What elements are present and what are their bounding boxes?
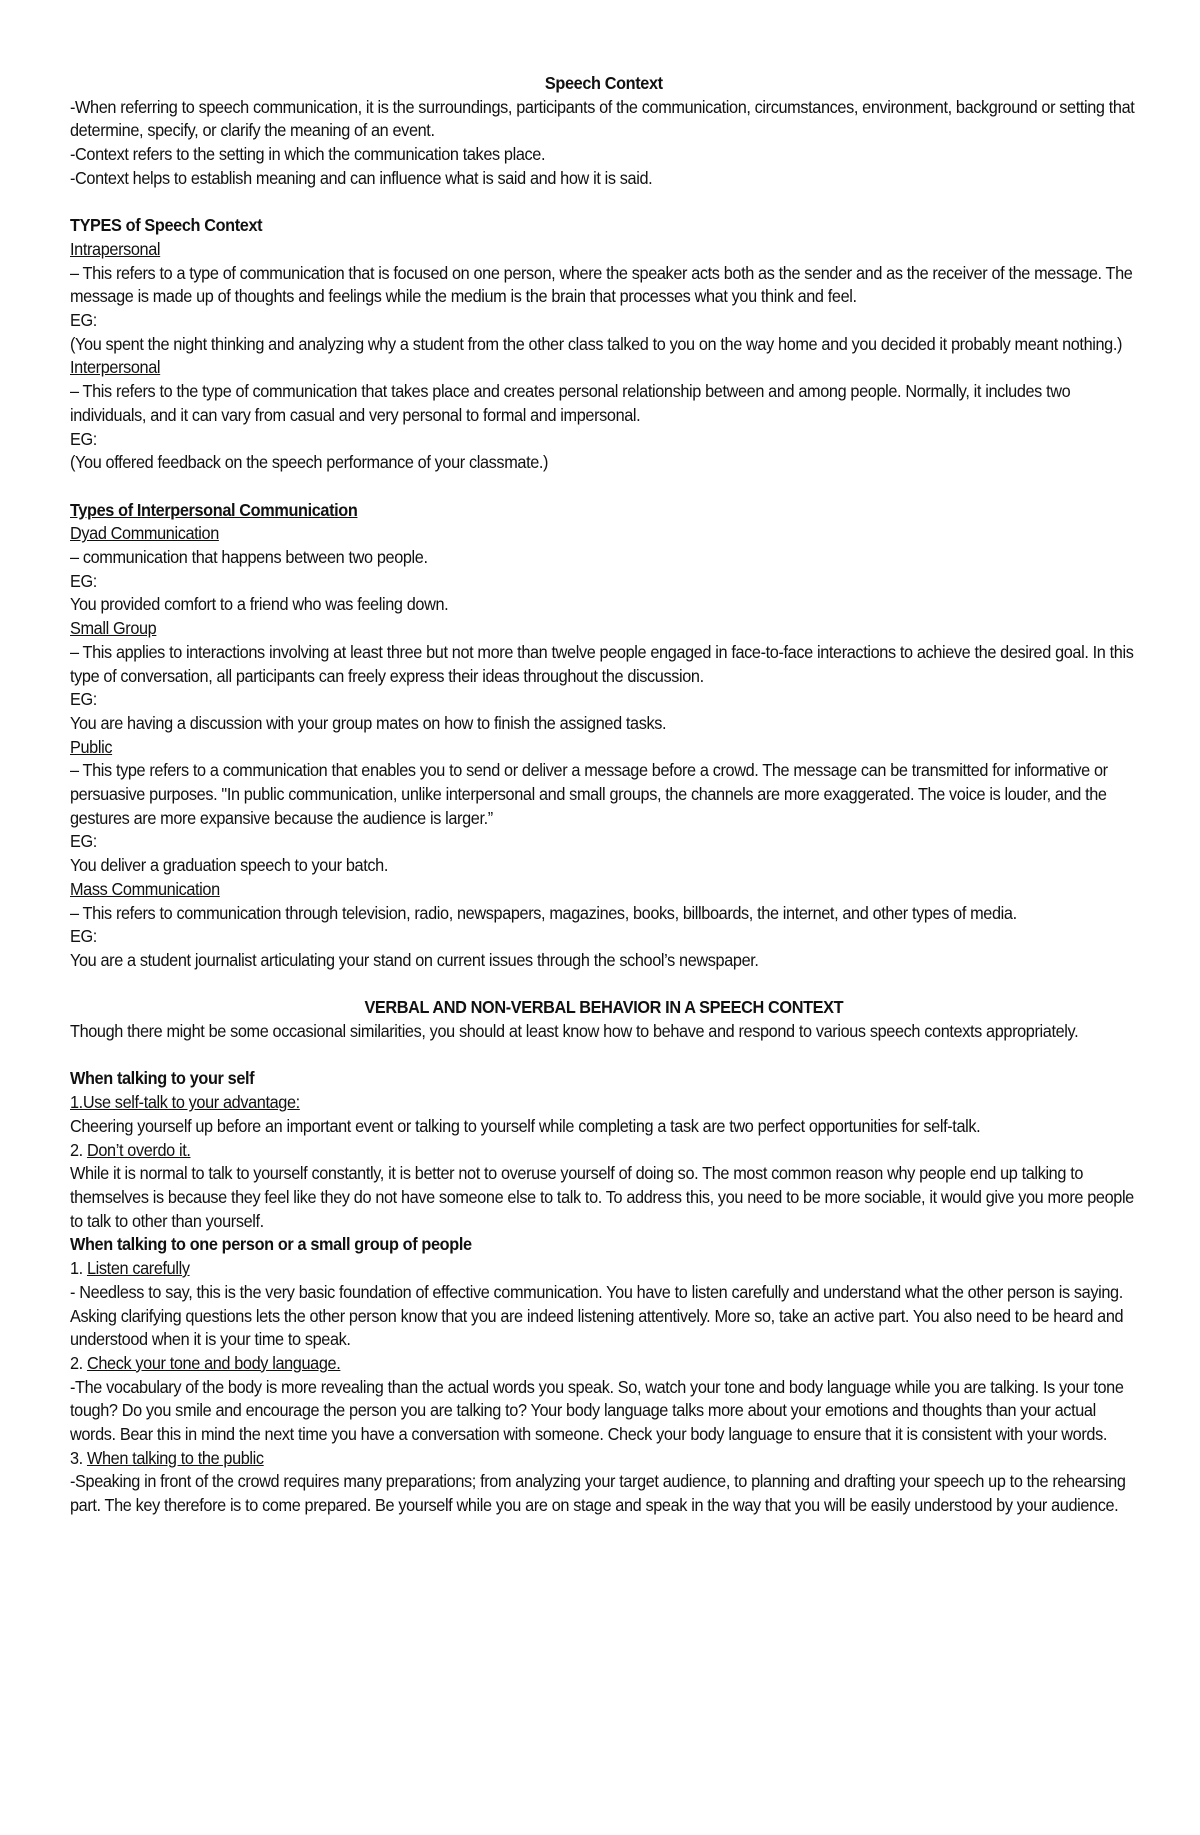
mass-label: Mass Communication [70, 878, 220, 899]
interpersonal-label: Interpersonal [70, 357, 161, 378]
dyad-definition: – communication that happens between two people. [70, 547, 428, 568]
mass-eg: EG: [70, 926, 97, 947]
public-definition: – This type refers to a communication that enables you to send or deliver a message before a crowd. The message can be transmitted for informative or persuasive purposes. "In public communication, unlike interpersonal and small groups, the channels are more exaggerated. The voice is louder, and the gestures are more expansive because the audience is larger.” [70, 760, 1108, 828]
group-tip-2-text: -The vocabulary of the body is more revealing than the actual words you speak. So, watch your tone and body language while you are talking. Is your tone tough? Do you smile and encourage the person you are talking to? Your body language talks more about your emotions and thoughts than your actual words. Bear this in mind the next time you have a conversation with someone. Check your body language to ensure that it is consistent with your words. [70, 1376, 1124, 1445]
intrapersonal-label: Intrapersonal [70, 238, 161, 259]
verbal-heading: VERBAL AND NON-VERBAL BEHAVIOR IN A SPEECH CONTEXT [364, 997, 844, 1018]
group-heading: When talking to one person or a small group of people [70, 1234, 472, 1255]
intrapersonal-example: (You spent the night thinking and analyzing why a student from the other class talked to you on the way home and you decided it probably meant nothing.) [70, 333, 1123, 354]
interpersonal-definition: – This refers to the type of communication that takes place and creates personal relationship between and among people. Normally, it includes two individuals, and it can vary from casual and very personal to formal and impersonal. [70, 381, 1071, 425]
self-heading: When talking to your self [70, 1068, 255, 1089]
mass-example: You are a student journalist articulating your stand on current issues through the school’s newspaper. [70, 949, 759, 970]
intrapersonal-definition: – This refers to a type of communication that is focused on one person, where the speaker acts both as the sender and as the receiver of the message. The message is made up of thoughts and feelings while the medium is the brain that processes what you think and feel. [70, 262, 1133, 307]
interpersonal-types-heading: Types of Interpersonal Communication [70, 499, 358, 520]
self-tip-1-title: 1.Use self-talk to your advantage: [70, 1092, 300, 1113]
group-tip-3-number: 3. [70, 1447, 87, 1468]
group-tip-3-text: -Speaking in front of the crowd requires many preparations; from analyzing your target audience, to planning and drafting your speech up to the rehearsing part. The key therefore is to come prepared. Be yourself while you are on stage and speak in the way that you will be easily understood by your audience. [70, 1471, 1126, 1516]
spacer [70, 1044, 1138, 1068]
verbal-intro: Though there might be some occasional similarities, you should at least know how to behave and respond to various speech contexts appropriately. [70, 1021, 1079, 1042]
document-page [70, 72, 1138, 1518]
self-tip-2-title: Don’t overdo it. [86, 1139, 191, 1160]
group-tip-2-number: 2. [70, 1352, 87, 1373]
intro-paragraph: -Context helps to establish meaning and can influence what is said and how it is said. [70, 167, 653, 188]
intro-paragraph: -Context refers to the setting in which the communication takes place. [70, 144, 546, 165]
public-eg: EG: [70, 831, 97, 852]
self-tip-1-text: Cheering yourself up before an important event or talking to yourself while completing a task are two perfect opportunities for self-talk. [70, 1115, 981, 1136]
spacer [70, 973, 1138, 997]
interpersonal-example: (You offered feedback on the speech performance of your classmate.) [70, 452, 549, 473]
small-group-example: You are having a discussion with your group mates on how to finish the assigned tasks. [70, 712, 667, 733]
dyad-eg: EG: [70, 570, 97, 591]
group-tip-3-title: When talking to the public [86, 1447, 264, 1468]
self-tip-2-number: 2. [70, 1139, 87, 1160]
small-group-eg: EG: [70, 689, 97, 710]
dyad-label: Dyad Communication [70, 523, 219, 544]
group-tip-1-title: Listen carefully [86, 1258, 190, 1279]
interpersonal-eg: EG: [70, 428, 97, 449]
spacer [70, 475, 1138, 499]
group-tip-1-number: 1. [70, 1258, 87, 1279]
mass-definition: – This refers to communication through television, radio, newspapers, magazines, books, billboards, the internet, and other types of media. [70, 902, 1017, 923]
intrapersonal-eg: EG: [70, 310, 97, 331]
page-title: Speech Context [544, 73, 663, 93]
types-heading: TYPES of Speech Context [70, 215, 263, 236]
group-tip-1-text: - Needless to say, this is the very basic foundation of effective communication. You have to listen carefully and understand what the other person is saying. Asking clarifying questions lets the other person know that you are indeed listening attentively. More so, take an active part. You also need to be heard and understood when it is your time to speak. [70, 1281, 1124, 1350]
group-tip-2-title: Check your tone and body language. [86, 1352, 341, 1373]
public-label: Public [70, 736, 113, 757]
dyad-example: You provided comfort to a friend who was feeling down. [70, 594, 449, 615]
small-group-label: Small Group [70, 618, 157, 639]
self-tip-2-text: While it is normal to talk to yourself constantly, it is better not to overuse yourself of doing so. The most common reason why people end up talking to themselves is because they feel like they do not have someone else to talk to. To address this, you need to be more sociable, it would give you more people to talk to other than yourself. [70, 1163, 1134, 1231]
small-group-definition: – This applies to interactions involving at least three but not more than twelve people engaged in face-to-face interactions to achieve the desired goal. In this type of conversation, all participants can freely express their ideas throughout the discussion. [70, 641, 1134, 686]
spacer [70, 191, 1138, 215]
public-example: You deliver a graduation speech to your batch. [70, 855, 388, 876]
intro-paragraph: -When referring to speech communication, it is the surroundings, participants of the communication, circumstances, environment, background or setting that determine, specify, or clarify the meaning of an event. [70, 96, 1135, 141]
